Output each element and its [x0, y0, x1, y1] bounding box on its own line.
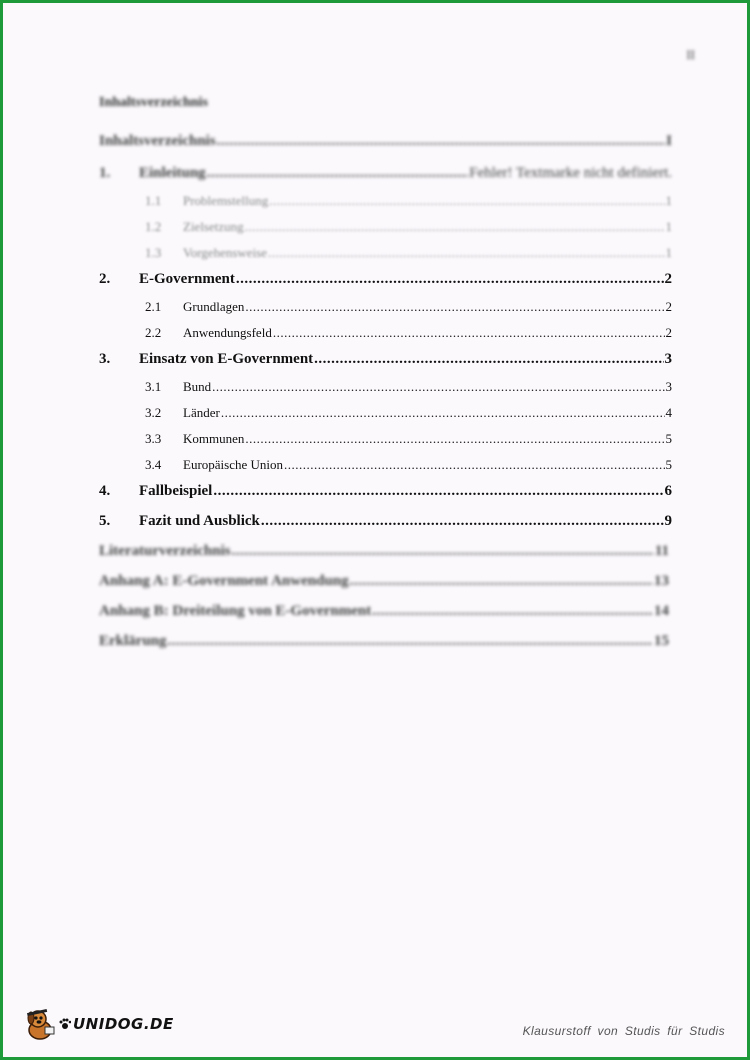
toc-entry-anhang-a[interactable]: [99, 573, 669, 603]
toc-entry-anhang-b[interactable]: [99, 603, 669, 633]
toc-entry-page: 15: [654, 633, 669, 649]
toc-entry-page: 14: [654, 603, 669, 619]
toc-entry-page: 3: [665, 379, 672, 394]
leader-dots: [273, 325, 665, 341]
toc-entry-anwendungsfeld[interactable]: [99, 325, 672, 351]
toc-entry-bund[interactable]: [99, 379, 672, 405]
toc-entry-zielsetzung[interactable]: [99, 219, 672, 245]
toc-entry-title: Fallbeispiel: [139, 483, 213, 499]
leader-dots: [284, 457, 664, 473]
paw-icon: [59, 1018, 71, 1030]
toc-entry-einleitung[interactable]: [99, 165, 672, 189]
toc-entry-page: I: [666, 133, 672, 149]
toc-entry-number: 3.: [99, 351, 111, 367]
toc-entry-number: 3.4: [145, 457, 162, 472]
toc-entry-title: Länder: [183, 405, 220, 420]
toc-entry-number: 2.2: [145, 325, 162, 340]
leader-dots: [245, 299, 664, 315]
toc-entry-number: 3.1: [145, 379, 162, 394]
toc-entry-title: Grundlagen: [183, 299, 245, 314]
toc-entry-fallbeispiel[interactable]: [99, 483, 672, 513]
toc-entry-vorgehensweise[interactable]: [99, 245, 672, 271]
toc-entry-number: 5.: [99, 513, 111, 529]
toc-entry-title: Europäische Union: [183, 457, 284, 472]
leader-dots: [212, 379, 664, 395]
toc-entry-page: 5: [665, 457, 672, 472]
toc-entry-title: Vorgehensweise: [183, 245, 268, 260]
leader-dots: [217, 133, 665, 150]
toc-entry-number: 1.2: [145, 219, 162, 234]
toc-entry-page: 1: [665, 219, 672, 234]
leader-dots: [213, 483, 663, 500]
toc-entry-page: 6: [664, 483, 672, 499]
toc-entry-number: 1.1: [145, 193, 162, 208]
leader-dots: [245, 219, 665, 235]
toc-entry-europaeische-union[interactable]: [99, 457, 672, 483]
toc-entry-problemstellung[interactable]: [99, 193, 672, 219]
toc-entry-einsatz-von-e-government[interactable]: [99, 351, 672, 379]
toc-entry-title: Bund: [183, 379, 212, 394]
leader-dots: [372, 603, 653, 620]
toc-entry-page: 2: [665, 325, 672, 340]
toc-entry-page: 2: [664, 271, 672, 287]
toc-entry-number: 3.2: [145, 405, 162, 420]
toc-entry-page: 1: [665, 245, 672, 260]
toc-entry-page: 13: [654, 573, 669, 589]
toc-entry-title: E-Government: [139, 271, 235, 287]
toc-entry-page: Fehler! Textmarke nicht definiert.: [469, 165, 672, 181]
leader-dots: [236, 271, 664, 288]
toc-entry-title: Einleitung: [139, 165, 206, 181]
toc-entry-literaturverzeichnis[interactable]: [99, 543, 669, 573]
footer-tagline: Klausurstoff von Studis für Studis: [522, 1024, 725, 1038]
toc-entry-title: Kommunen: [183, 431, 245, 446]
leader-dots: [232, 543, 654, 560]
toc-entry-page: 3: [664, 351, 672, 367]
toc-entry-title: Einsatz von E-Government: [139, 351, 314, 367]
toc-entry-title: Fazit und Ausblick: [139, 513, 260, 529]
toc-entry-erklaerung[interactable]: [99, 633, 669, 663]
toc-entry-title: Inhaltsverzeichnis: [99, 133, 216, 149]
toc-entry-page: 11: [654, 543, 669, 559]
toc-entry-inhaltsverzeichnis[interactable]: [99, 133, 672, 157]
unidog-logo[interactable]: [23, 1007, 174, 1041]
toc-entry-title: Anhang A: E-Government Anwendung: [99, 573, 349, 589]
toc-entry-page: 1: [665, 193, 672, 208]
toc-entry-title: Literaturverzeichnis: [99, 543, 231, 559]
leader-dots: [245, 431, 664, 447]
leader-dots: [350, 573, 653, 590]
dog-mascot-icon: [23, 1007, 57, 1041]
toc-entry-number: 1.: [99, 165, 111, 181]
toc-entry-page: 5: [665, 431, 672, 446]
toc-entry-page: 4: [665, 405, 672, 420]
toc-entry-e-government[interactable]: [99, 271, 672, 299]
leader-dots: [207, 165, 469, 182]
leader-dots: [221, 405, 665, 421]
toc-entry-title: Problemstellung: [183, 193, 269, 208]
toc-entry-page: 2: [665, 299, 672, 314]
toc-entry-title: Erklärung: [99, 633, 167, 649]
leader-dots: [269, 193, 664, 209]
page-number: II: [686, 47, 695, 62]
toc-entry-title: Anhang B: Dreiteilung von E-Government: [99, 603, 372, 619]
toc-entry-title: Zielsetzung: [183, 219, 244, 234]
toc-entry-number: 4.: [99, 483, 111, 499]
table-of-contents: [99, 133, 672, 663]
toc-entry-title: Anwendungsfeld: [183, 325, 272, 340]
toc-heading: Inhaltsverzeichnis: [99, 95, 208, 110]
leader-dots: [261, 513, 664, 530]
toc-entry-grundlagen[interactable]: [99, 299, 672, 325]
leader-dots: [314, 351, 663, 368]
leader-dots: [268, 245, 664, 261]
toc-entry-fazit-und-ausblick[interactable]: [99, 513, 672, 543]
logo-text: UNIDOG.DE: [73, 1015, 174, 1033]
leader-dots: [168, 633, 653, 650]
toc-entry-number: 2.1: [145, 299, 162, 314]
toc-entry-number: 3.3: [145, 431, 162, 446]
toc-entry-kommunen[interactable]: [99, 431, 672, 457]
toc-entry-page: 9: [664, 513, 672, 529]
toc-entry-number: 2.: [99, 271, 111, 287]
toc-entry-number: 1.3: [145, 245, 162, 260]
toc-entry-laender[interactable]: [99, 405, 672, 431]
